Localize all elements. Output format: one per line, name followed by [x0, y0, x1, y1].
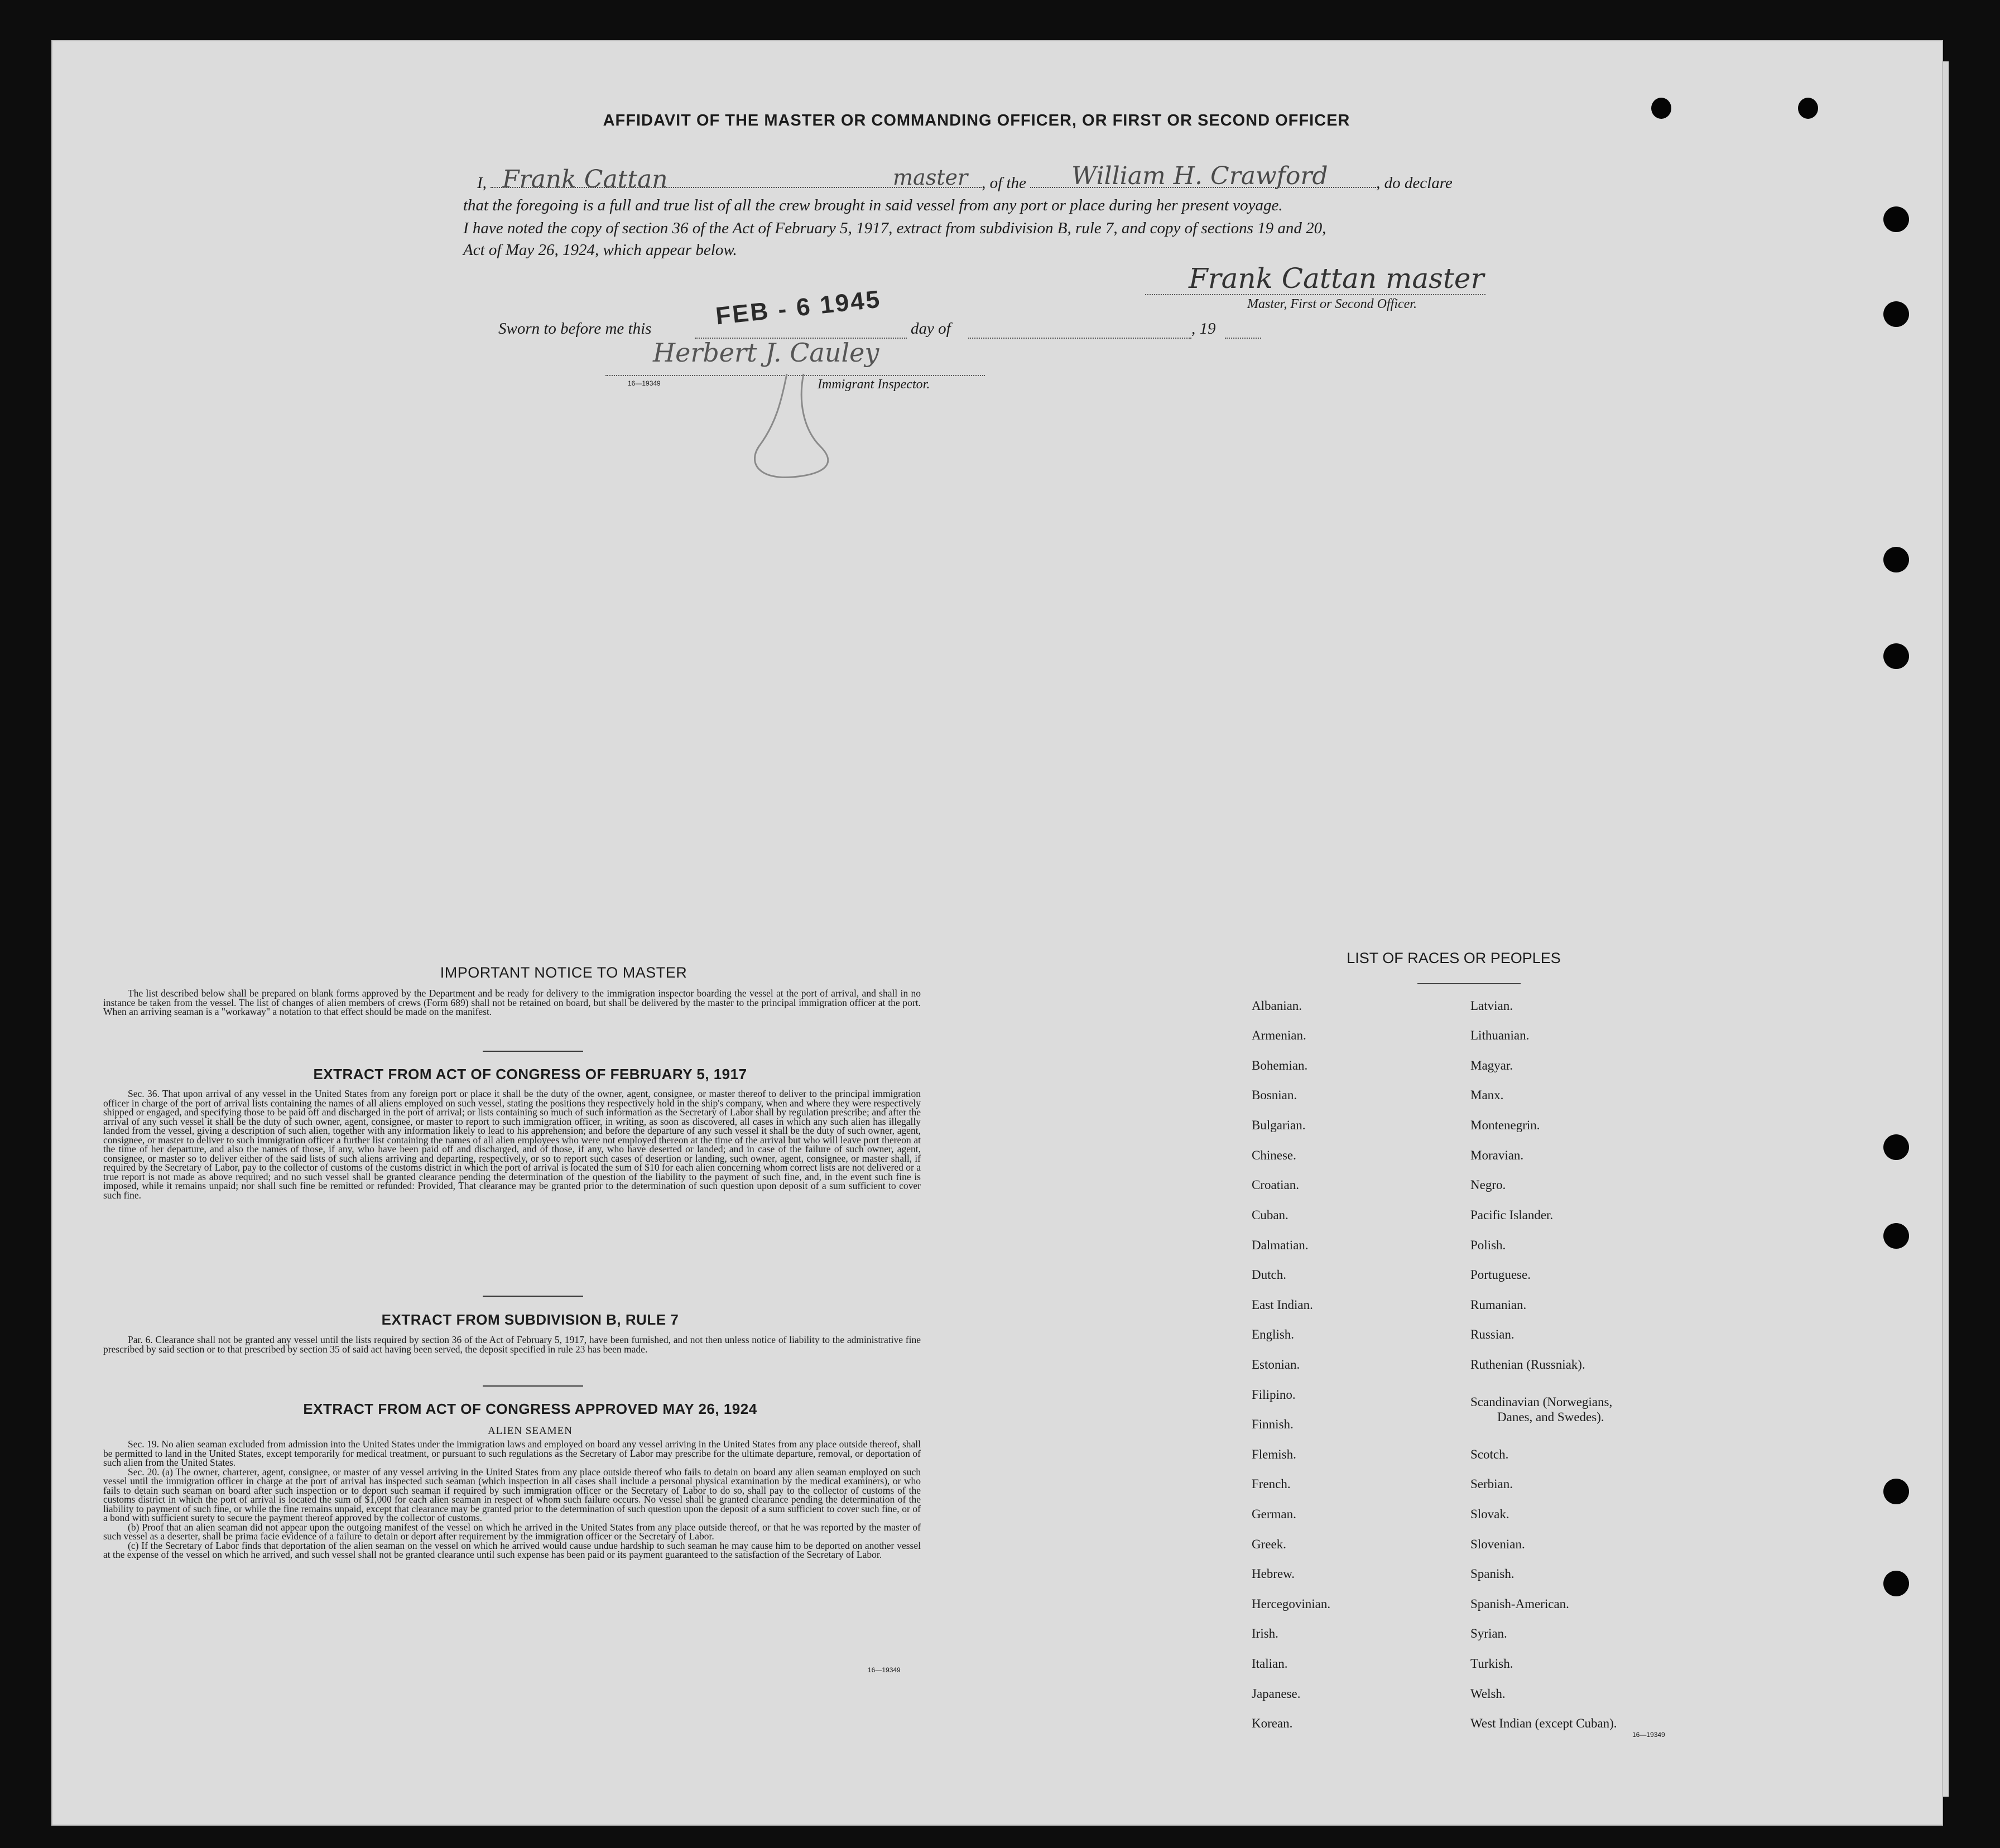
punch-hole — [1883, 1223, 1909, 1249]
extract-form-number: 16—19349 — [868, 1666, 901, 1674]
race-item: Negro. — [1470, 1178, 1506, 1192]
race-item: Cuban. — [1252, 1208, 1289, 1222]
pen-stroke-mark — [742, 368, 854, 485]
sec-20c-paragraph: (c) If the Secretary of Labor finds that deportation of the alien seaman on the vessel on which he arrived would cause undue hardship to such seaman he may cause him to be deported on another vessel at the expense of the vessel on which he arrived, and such vessel shall not be granted clearance until such expense has been paid or its payment guaranteed to the satisfaction of the Secretary of Labor. — [103, 1539, 921, 1560]
race-item: Turkish. — [1470, 1657, 1513, 1671]
signature-line — [1145, 294, 1485, 295]
signature-caption: Master, First or Second Officer. — [1247, 297, 1417, 311]
punch-hole — [1883, 206, 1909, 232]
races-title-rule — [1417, 983, 1521, 984]
affidavit-form-number: 16—19349 — [628, 379, 661, 387]
affidavit-title: AFFIDAVIT OF THE MASTER OR COMMANDING OFFICER, OR FIRST OR SECOND OFFICER — [603, 112, 1350, 129]
race-item: Danes, and Swedes). — [1497, 1410, 1604, 1424]
section-divider — [483, 1296, 583, 1297]
extract-1924-title: EXTRACT FROM ACT OF CONGRESS APPROVED MAY 26, 1924 — [303, 1401, 757, 1417]
race-item: German. — [1252, 1507, 1296, 1521]
rank-handwritten: master — [893, 165, 968, 190]
race-item: Portuguese. — [1470, 1268, 1531, 1282]
sheet-edge — [1943, 61, 1949, 1797]
punch-hole — [1651, 98, 1671, 119]
race-item: Chinese. — [1252, 1148, 1296, 1162]
rule-7-title: EXTRACT FROM SUBDIVISION B, RULE 7 — [381, 1311, 679, 1328]
extract-1917-text — [103, 1089, 921, 1200]
section-36-paragraph: Sec. 36. That upon arrival of any vessel in the United States from any foreign port or place it shall be the duty of the owner, agent, consignee, or master thereof to deliver to the principal immigration officer in charge of the port of arrival lists containing the names of all aliens employed on such vessel, stating the positions they respectively hold in the ship's company, when and where they were respectively shipped or engaged, and specifying those to be paid off and discharged in the port of arrival; or lists containing so much of such information as the Secretary of Labor shall by regulation prescribe; and after the arrival of any such vessel it shall be the duty of such owner, agent, consignee, or master to report to such immigration officer, in writing, as soon as discovered, all cases in which any such alien has illegally landed from the vessel, giving a description of such alien, together with any information likely to lead to his apprehension; and before the departure of any such vessel it shall be the duty of such owner, agent, consignee, or master to deliver to such immigration officer a further list containing the names of all alien employees who were not employed thereon at the time of the arrival but who will leave port thereon at the time of her departure, and also the names of those, if any, who have been paid off and discharged, and of those, if any, who have deserted or landed; and in case of the failure of such owner, agent, consignee, or master so to deliver either of the said lists of such aliens arriving and departing, respectively, or so to report such cases of desertion or landing, such owner, agent, consignee, or master shall, if required by the Secretary of Labor, pay to the collector of customs of the customs district in which the port of arrival is located the sum of $10 for each alien concerning whom correct lists are not delivered or a true report is not made as above required; and no such vessel shall be granted clearance pending the determination of the question of the liability to the payment of such fine, and, in the event such fine is imposed, while it remains unpaid; nor shall such fine be remitted or refunded: Provided, That clearance may be granted prior to the determination of such question upon deposit of a sum sufficient to cover such fine. — [103, 1088, 921, 1201]
race-item: Bulgarian. — [1252, 1118, 1306, 1132]
race-item: Montenegrin. — [1470, 1118, 1540, 1132]
punch-hole — [1883, 547, 1909, 572]
master-name-handwritten: Frank Cattan — [502, 165, 668, 194]
race-item: Hercegovinian. — [1252, 1597, 1331, 1611]
race-item: Greek. — [1252, 1537, 1286, 1551]
par-6-paragraph: Par. 6. Clearance shall not be granted any vessel until the lists required by section 36 of the Act of February 5, 1917, have been furnished, and not then unless notice of liability to the administrative fine prescribed by said section or to that prescribed by section 35 of said act having been served, the deposit specified in rule 23 has been made. — [103, 1334, 921, 1355]
race-item: East Indian. — [1252, 1298, 1313, 1312]
race-item: Spanish. — [1470, 1567, 1515, 1581]
notice-paragraph: The list described below shall be prepared on blank forms approved by the Department and be ready for delivery to the immigration inspector boarding the vessel at the port of arrival, and shall in no instance be taken from the vessel. The list of changes of alien members of crews (Form 689) shall not be retained on board, but shall be delivered by the master to the principal immigration officer at the port. When an arriving seaman is a "workaway" a notation to that effect should be made on the manifest. — [103, 988, 921, 1017]
race-item: Polish. — [1470, 1238, 1506, 1252]
race-item: Welsh. — [1470, 1687, 1506, 1701]
sec-20b-paragraph: (b) Proof that an alien seaman did not appear upon the outgoing manifest of the vessel on which he arrived in the United States from any place outside thereof, or that he was reported by the master of such vessel as a deserter, shall be prima facie evidence of a failure to detain or deport after requirement by the immigration officer or the Secretary of Labor. — [103, 1521, 921, 1542]
race-item: West Indian (except Cuban). — [1470, 1716, 1617, 1730]
punch-hole — [1883, 643, 1909, 669]
race-item: Rumanian. — [1470, 1298, 1527, 1312]
race-item: Dalmatian. — [1252, 1238, 1309, 1252]
affidavit-line-2: that the foregoing is a full and true list of all the crew brought in said vessel from any port or place during her present voyage. — [463, 196, 1283, 214]
race-item: Slovenian. — [1470, 1537, 1525, 1551]
race-item: Serbian. — [1470, 1477, 1513, 1491]
race-item: Lithuanian. — [1470, 1028, 1530, 1042]
punch-hole — [1883, 1479, 1909, 1504]
inspector-signature: Herbert J. Cauley — [653, 338, 879, 368]
race-item: English. — [1252, 1327, 1295, 1341]
alien-seamen-subtitle: ALIEN SEAMEN — [488, 1425, 573, 1437]
do-declare-label: , do declare — [1376, 174, 1453, 192]
race-item: Scandinavian (Norwegians, — [1470, 1395, 1613, 1409]
race-item: Scotch. — [1470, 1447, 1509, 1461]
race-item: Hebrew. — [1252, 1567, 1295, 1581]
year-label: , 19 — [1191, 320, 1216, 338]
race-item: Filipino. — [1252, 1388, 1296, 1402]
race-item: Bosnian. — [1252, 1088, 1297, 1102]
inspector-caption: Immigrant Inspector. — [818, 377, 930, 392]
punch-hole — [1883, 301, 1909, 327]
race-item: Bohemian. — [1252, 1058, 1308, 1072]
race-item: Irish. — [1252, 1626, 1278, 1640]
race-item: Magyar. — [1470, 1058, 1513, 1072]
master-signature: Frank Cattan master — [1189, 262, 1484, 295]
extract-1917-title: EXTRACT FROM ACT OF CONGRESS OF FEBRUARY 5, 1917 — [313, 1066, 747, 1082]
race-item: Japanese. — [1252, 1687, 1301, 1701]
race-item: Manx. — [1470, 1088, 1504, 1102]
section-divider — [483, 1385, 583, 1387]
notice-title: IMPORTANT NOTICE TO MASTER — [440, 964, 688, 981]
vessel-name-handwritten: William H. Crawford — [1071, 162, 1328, 190]
race-item: Flemish. — [1252, 1447, 1296, 1461]
affidavit-line-4: Act of May 26, 1924, which appear below. — [463, 241, 737, 259]
rule-7-text — [103, 1335, 921, 1354]
race-item: Dutch. — [1252, 1268, 1286, 1282]
sworn-label: Sworn to before me this — [498, 320, 652, 338]
race-item: Syrian. — [1470, 1626, 1507, 1640]
punch-hole — [1883, 1571, 1909, 1596]
race-item: Finnish. — [1252, 1417, 1294, 1431]
affidavit-line-3: I have noted the copy of section 36 of the Act of February 5, 1917, extract from subdivision B, rule 7, and copy of sections 19 and 20, — [463, 219, 1326, 237]
races-form-number: 16—19349 — [1632, 1731, 1665, 1739]
race-item: Slovak. — [1470, 1507, 1509, 1521]
race-item: Croatian. — [1252, 1178, 1299, 1192]
race-item: Italian. — [1252, 1657, 1288, 1671]
day-of-label: day of — [911, 320, 951, 338]
notice-text — [103, 989, 921, 1017]
of-the-label: , of the — [982, 174, 1026, 192]
race-item: Pacific Islander. — [1470, 1208, 1554, 1222]
sec-20a-paragraph: Sec. 20. (a) The owner, charterer, agent, consignee, or master of any vessel arriving in the United States from any place outside thereof who fails to detain on board any alien seaman employed on such vessel until the immigration officer in charge at the port of arrival has inspected such seaman (which inspection in all cases shall include a personal physical examination by the medical examiners), or who fails to detain such seaman on board after such inspection or to deport such seaman if required by such immigration officer or the Secretary of Labor to do so, shall pay to the collector of customs of the customs district in which the port of arrival is located the sum of $1,000 for each alien seaman in respect of whom such failure occurs. No vessel shall be granted clearance pending the determination of the liability to payment of such fine, or while the fine remains unpaid, except that clearance may be granted prior to the determination of such question upon the deposit of a sum sufficient to cover such fine, or of a bond with sufficient surety to secure the payment thereof approved by the collector of customs. — [103, 1466, 921, 1523]
race-item: Spanish-American. — [1470, 1597, 1569, 1611]
race-item: Albanian. — [1252, 999, 1302, 1013]
sec-19-paragraph: Sec. 19. No alien seaman excluded from admission into the United States under the immigration laws and employed on board any vessel arriving in the United States from any place outside thereof, shall be permitted to land in the United States, except temporarily for medical treatment, or pursuant to such regulations as the Secretary of Labor may prescribe for the ultimate departure, removal, or deportation of such alien from the United States. — [103, 1438, 921, 1468]
race-item: Latvian. — [1470, 999, 1513, 1013]
race-item: Korean. — [1252, 1716, 1293, 1730]
race-item: Armenian. — [1252, 1028, 1306, 1042]
race-item: Russian. — [1470, 1327, 1515, 1341]
race-item: Ruthenian (Russniak). — [1470, 1358, 1585, 1371]
affidavit-i: I, — [477, 174, 487, 192]
race-item: Estonian. — [1252, 1358, 1300, 1371]
punch-hole — [1798, 98, 1818, 119]
punch-hole — [1883, 1134, 1909, 1160]
month-line — [968, 338, 1191, 339]
date-stamp: FEB - 6 1945 — [714, 285, 883, 330]
extract-1924-text — [103, 1440, 921, 1560]
race-item: French. — [1252, 1477, 1291, 1491]
section-divider — [483, 1051, 583, 1052]
year-line — [1225, 338, 1261, 339]
race-item: Moravian. — [1470, 1148, 1524, 1162]
races-title: LIST OF RACES OR PEOPLES — [1347, 950, 1561, 966]
